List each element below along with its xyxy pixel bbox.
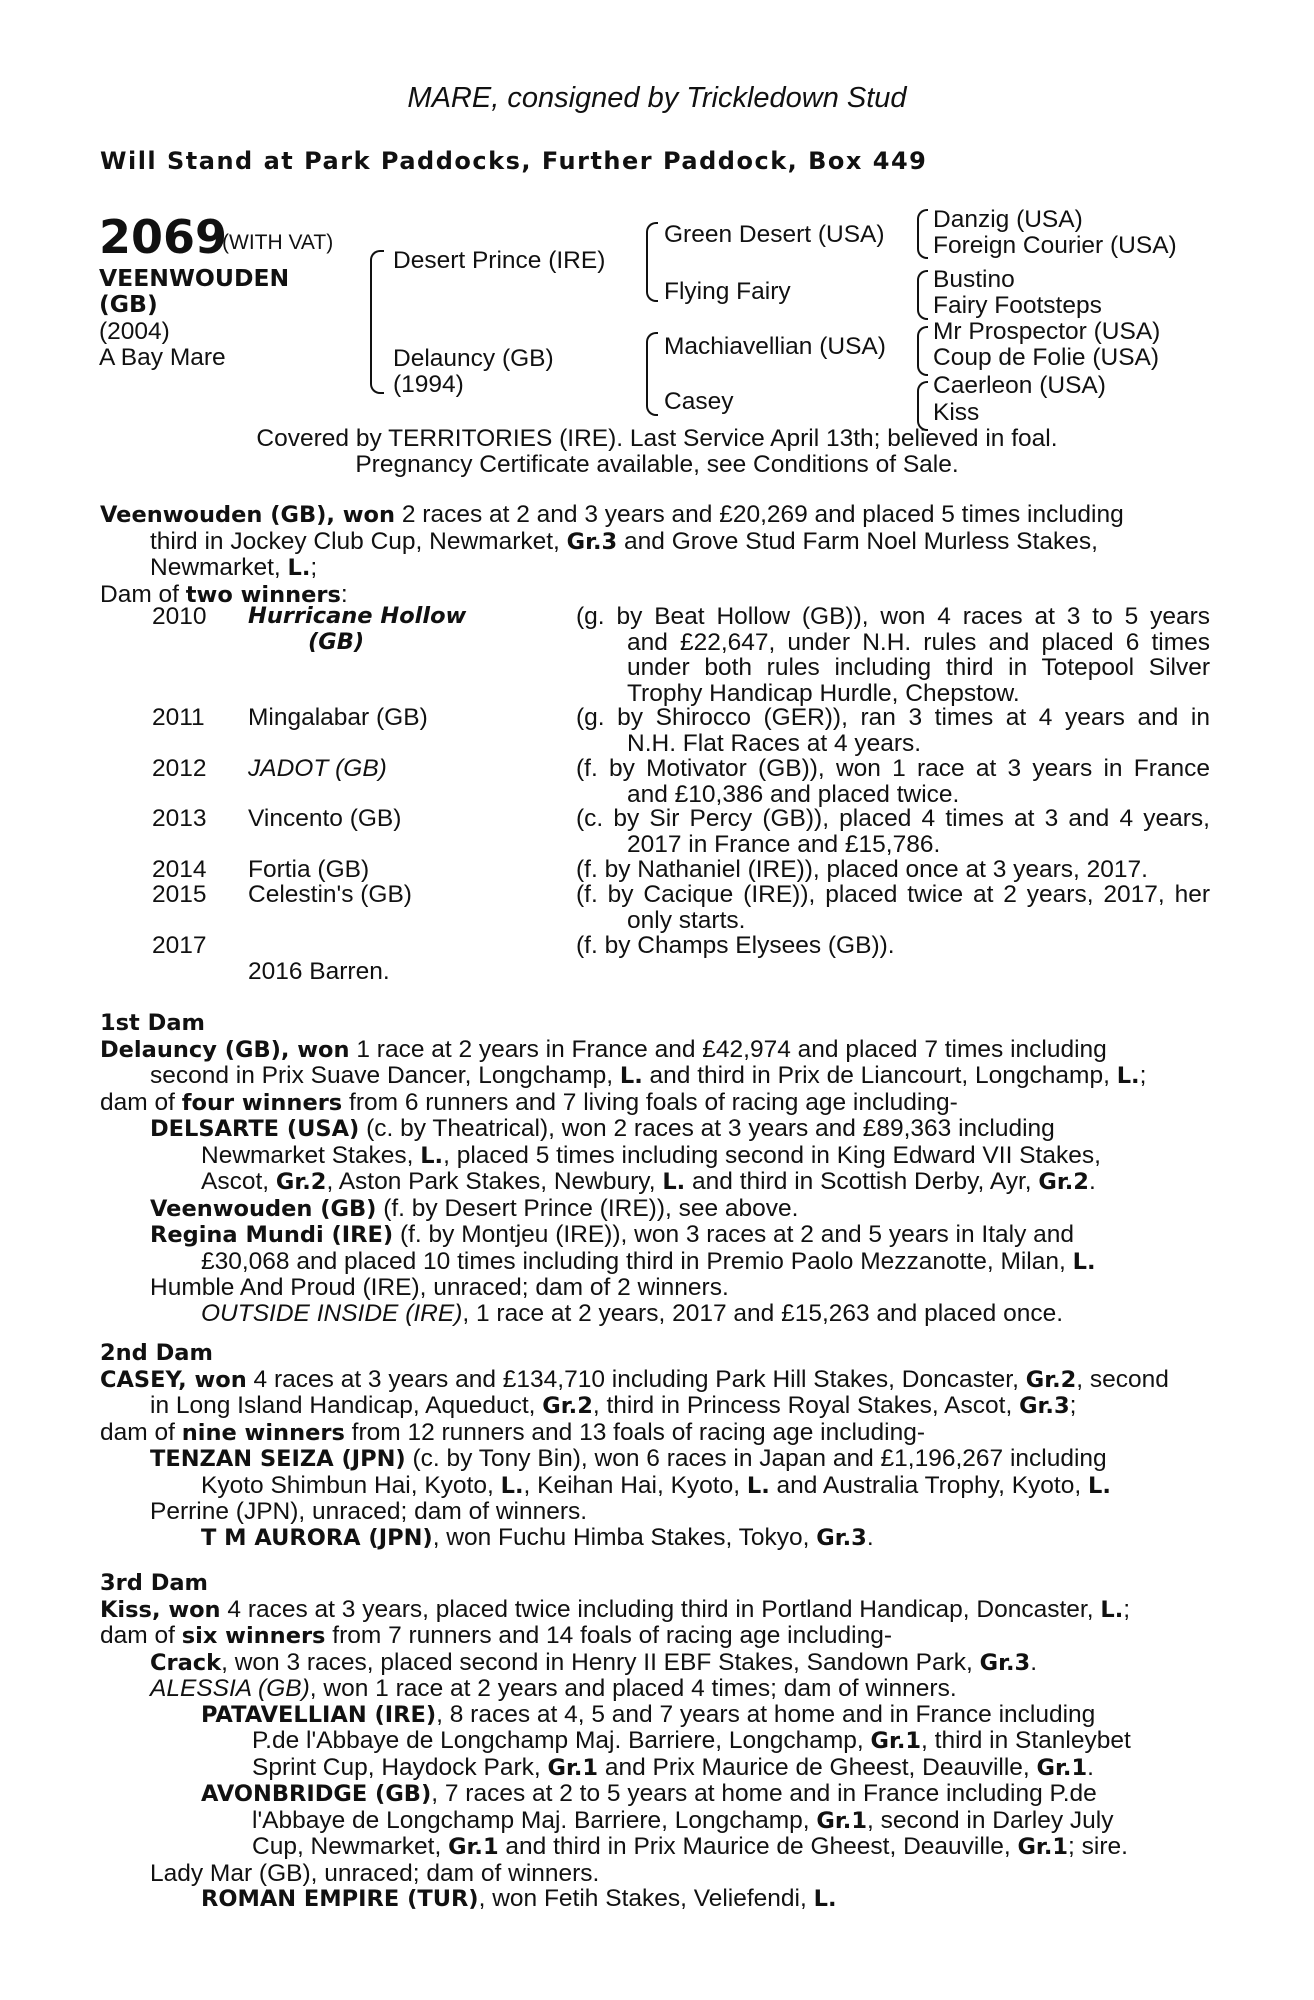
progeny-details: (f. by Champs Elysees (GB)). <box>576 932 895 959</box>
grand-6: Coup de Folie (USA) <box>933 344 1160 371</box>
produce-name: Regina Mundi (IRE) <box>150 1222 394 1248</box>
progeny-details: (g. by Shirocco (GER)), ran 3 times at 4 years and in N.H. Flat Races at 4 years. <box>576 704 1210 757</box>
summary-text: 2 races at 2 and 3 years and £20,269 and placed 5 times including <box>395 501 1124 528</box>
summary-text: Dam of <box>100 580 186 608</box>
mare-name: Veenwouden (GB) <box>100 502 327 528</box>
brace-g3 <box>917 326 928 376</box>
produce-name: Crack <box>150 1649 222 1676</box>
grand-2: Foreign Courier (USA) <box>933 232 1177 259</box>
second-dam-section: 2nd Dam CASEY, won 4 races at 3 years and £134,710 including Park Hill Stakes, Doncaster, Gr.2, second in Long Island Handicap, Aqueduct, Gr.2, third in Princess Royal Stakes, Ascot, Gr.3; dam of nine winners from 12 runners and 13 foals of racing age including- TENZAN SEIZA (JPN) (c. by Tony Bin), won 6 races in Japan and £1,196,267 including Kyoto Shimbun Hai, Kyoto, L., Keihan Hai, Kyoto, L. and Australia Trophy, Kyoto, L. Perrine (JPN), unraced; dam of winners. T M AURORA (JPN), won Fuchu Himba Stakes, Tokyo, Gr.3. <box>100 1341 1210 1551</box>
progeny-details: (f. by Motivator (GB)), won 1 race at 3 years in France and £10,386 and placed twice. <box>576 755 1210 808</box>
progeny-name: JADOT (GB) <box>248 755 387 782</box>
dam-name: Delauncy (GB) <box>100 1036 281 1063</box>
consignor-line: MARE, consigned by Trickledown Stud <box>407 82 907 114</box>
winners-count: six winners <box>181 1623 326 1649</box>
sire-sire: Green Desert (USA) <box>664 221 885 248</box>
progeny-name: Celestin's (GB) <box>248 881 412 908</box>
progeny-name: Vincento (GB) <box>248 805 402 832</box>
mare-summary <box>100 502 1210 608</box>
covered-line: Covered by TERRITORIES (IRE). Last Service April 13th; believed in foal. <box>256 425 1058 452</box>
pedigree-brace-dam <box>646 332 658 416</box>
grand-4: Fairy Footsteps <box>933 292 1102 319</box>
listed-label: L. <box>287 555 311 581</box>
grand-8: Kiss <box>933 399 980 426</box>
grand-3: Bustino <box>933 266 1015 293</box>
won-label: , won <box>280 1036 350 1063</box>
dam-name: CASEY <box>100 1366 179 1393</box>
progeny-year: 2017 <box>152 932 207 959</box>
progeny-name: Fortia (GB) <box>248 856 370 883</box>
section-heading: 2nd Dam <box>100 1340 213 1366</box>
progeny-year: 2015 <box>152 881 207 908</box>
progeny-details: (f. by Cacique (IRE)), placed twice at 2 years, 2017, her only starts. <box>576 881 1210 934</box>
produce-name: ALESSIA (GB) <box>150 1675 310 1702</box>
vat-label: (WITH VAT) <box>222 231 334 254</box>
grand-5: Mr Prospector (USA) <box>933 318 1161 345</box>
dam-dam: Casey <box>664 388 734 415</box>
stand-line: Will Stand at Park Paddocks, Further Paddock, Box 449 <box>100 147 928 175</box>
produce-name: T M AURORA (JPN) <box>201 1524 433 1551</box>
pedigree-brace-main <box>370 250 384 394</box>
progeny-name: Mingalabar (GB) <box>248 704 428 731</box>
brace-g1 <box>917 209 928 259</box>
winners-count: two winners <box>185 581 341 608</box>
dam-name: Kiss <box>100 1596 152 1623</box>
progeny-year: 2010 <box>152 603 207 630</box>
brace-g2 <box>917 270 928 320</box>
produce-name: Perrine (JPN), unraced; dam of winners. <box>150 1498 588 1525</box>
produce-name: OUTSIDE INSIDE (IRE) <box>201 1299 463 1327</box>
produce-name: TENZAN SEIZA (JPN) <box>150 1446 406 1472</box>
won-label: , won <box>326 502 396 528</box>
produce-name: PATAVELLIAN (IRE) <box>201 1701 437 1728</box>
grade-label: Gr.3 <box>566 528 618 555</box>
winners-count: nine winners <box>181 1419 345 1446</box>
barren-note: 2016 Barren. <box>248 958 390 985</box>
summary-text: Newmarket, <box>150 554 288 581</box>
third-dam-section: 3rd Dam Kiss, won 4 races at 3 years, placed twice including third in Portland Handicap, Doncaster, L.; dam of six winners from 7 runners and 14 foals of racing age including- Crack, won 3 races, placed second in Henry II EBF Stakes, Sandown Park, Gr.3. ALESSIA (GB), won 1 race at 2 years and placed 4 times; dam of winners. PATAVELLIAN (IRE), 8 races at 4, 5 and 7 years at home and in France including P.de l'Abbaye de Longchamp Maj. Barriere, Longchamp, Gr.1, third in Stanleybet Sprint Cup, Haydock Park, Gr.1 and Prix Maurice de Gheest, Deauville, Gr.1. AVONBRIDGE (GB), 7 races at 2 to 5 years at home and in France including P.de l'Abbaye de Longchamp Maj. Barriere, Longchamp, Gr.1, second in Darley July Cup, Newmarket, Gr.1 and third in Prix Maurice de Gheest, Deauville, Gr.1; sire. Lady Mar (GB), unraced; dam of winners. ROMAN EMPIRE (TUR), won Fetih Stakes, Veliefendi, L. <box>100 1571 1210 1913</box>
won-label: , won <box>151 1596 221 1623</box>
brace-g4 <box>917 381 928 431</box>
grand-7: Caerleon (USA) <box>933 372 1106 399</box>
sire: Desert Prince (IRE) <box>393 247 606 274</box>
horse-name: VEENWOUDEN <box>99 264 290 292</box>
pedigree-brace-sire <box>646 222 658 302</box>
dam-year: (1994) <box>393 371 464 398</box>
grand-1: Danzig (USA) <box>933 206 1083 233</box>
pregnancy-line: Pregnancy Certificate available, see Conditions of Sale. <box>355 451 959 478</box>
produce-name: Veenwouden (GB) <box>150 1195 377 1222</box>
sire-dam: Flying Fairy <box>664 278 791 305</box>
produce-name: AVONBRIDGE (GB) <box>201 1781 432 1807</box>
progeny-year: 2011 <box>152 704 205 731</box>
produce-name: ROMAN EMPIRE (TUR) <box>201 1886 479 1912</box>
produce-name: Lady Mar (GB), unraced; dam of winners. <box>150 1859 600 1887</box>
progeny-name: Hurricane Hollow <box>248 603 467 629</box>
progeny-details: (c. by Sir Percy (GB)), placed 4 times at 3 and 4 years, 2017 in France and £15,786. <box>576 805 1210 858</box>
progeny-year: 2012 <box>152 755 207 782</box>
produce-name: Humble And Proud (IRE), unraced; dam of 2 winners. <box>150 1274 729 1301</box>
section-heading: 3rd Dam <box>100 1570 208 1596</box>
first-dam-section: 1st Dam Delauncy (GB), won 1 race at 2 years in France and £42,974 and placed 7 times including second in Prix Suave Dancer, Longchamp, L. and third in Prix de Liancourt, Longchamp, L.; dam of four winners from 6 runners and 7 living foals of racing age including- DELSARTE (USA) (c. by Theatrical), won 2 races at 3 years and £89,363 including Newmarket Stakes, L., placed 5 times including second in King Edward VII Stakes, Ascot, Gr.2, Aston Park Stakes, Newbury, L. and third in Scottish Derby, Ayr, Gr.2. Veenwouden (GB) (f. by Desert Prince (IRE)), see above. Regina Mundi (IRE) (f. by Montjeu (IRE)), won 3 races at 2 and 5 years in Italy and £30,068 and placed 10 times including third in Premio Paolo Mezzanotte, Milan, L. Humble And Proud (IRE), unraced; dam of 2 winners. OUTSIDE INSIDE (IRE), 1 race at 2 years, 2017 and £15,263 and placed once. <box>100 1011 1210 1326</box>
progeny-country: (GB) <box>308 628 365 655</box>
foal-year: (2004) <box>99 318 170 345</box>
horse-description: A Bay Mare <box>99 344 226 371</box>
summary-text: ; <box>310 554 318 581</box>
summary-text: and Grove Stud Farm Noel Murless Stakes, <box>617 527 1098 555</box>
lot-number: 2069 <box>99 210 228 264</box>
progeny-details: (g. by Beat Hollow (GB)), won 4 races at 3 to 5 years and £22,647, under N.H. rules and placed 6 times under both rules including third in Totepool Silver Trophy Handicap Hurdle, Chepstow. <box>576 603 1210 707</box>
won-label: , won <box>178 1366 247 1393</box>
progeny-year: 2014 <box>152 856 207 883</box>
summary-text: third in Jockey Club Cup, Newmarket, <box>150 527 567 555</box>
produce-name: DELSARTE (USA) <box>150 1116 360 1142</box>
progeny-year: 2013 <box>152 805 207 832</box>
dam-sire: Machiavellian (USA) <box>664 333 886 360</box>
winners-count: four winners <box>181 1089 343 1116</box>
progeny-details: (f. by Nathaniel (IRE)), placed once at 3 years, 2017. <box>576 856 1148 883</box>
dam: Delauncy (GB) <box>393 345 554 372</box>
summary-text: : <box>340 580 348 608</box>
horse-country: (GB) <box>99 290 158 318</box>
section-heading: 1st Dam <box>100 1010 205 1036</box>
